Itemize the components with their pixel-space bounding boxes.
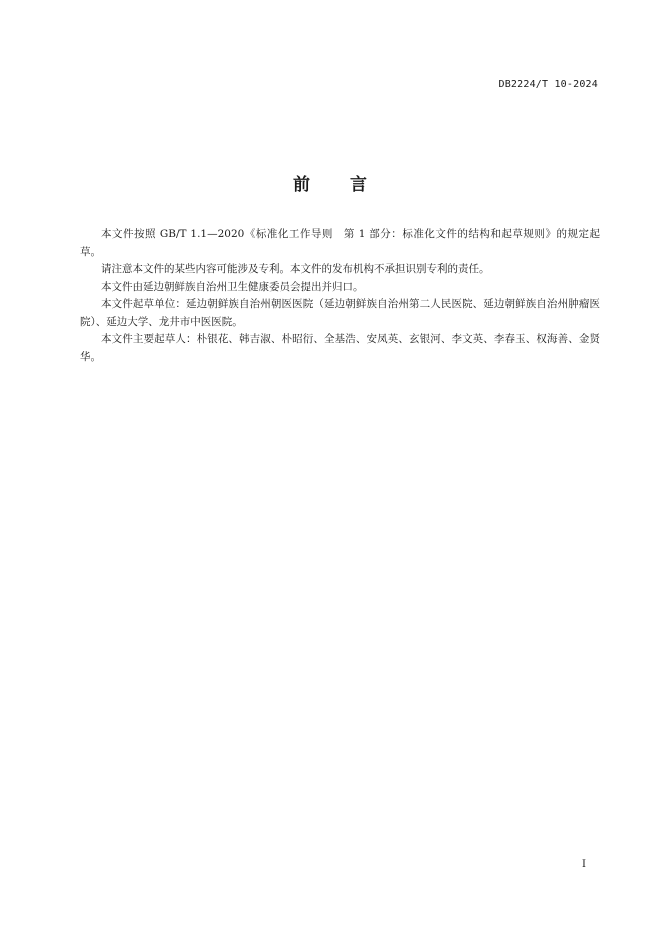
paragraph-patent-notice: 请注意本文件的某些内容可能涉及专利。本文件的发布机构不承担识别专利的责任。 <box>101 263 490 275</box>
paragraph-proposer: 本文件由延边朝鲜族自治州卫生健康委员会提出并归口。 <box>101 280 364 293</box>
paragraph-drafters: 本文件主要起草人：朴银花、韩吉淑、朴昭衍、全基浩、安凤英、玄银河、李文英、李春玉、权海善、金贤华。 <box>80 333 600 363</box>
page-number: I <box>582 859 586 870</box>
paragraph-drafting-units: 本文件起草单位：延边朝鲜族自治州朝医医院（延边朝鲜族自治州第二人民医院、延边朝鲜族自治州肿瘤医院）、延边大学、龙井市中医医院。 <box>80 298 600 328</box>
foreword-body <box>80 226 600 366</box>
paragraph-drafting-rules: 本文件按照 GB/T 1.1—2020《标准化工作导则 第 1 部分：标准化文件的结构和起草规则》的规定起草。 <box>80 228 600 258</box>
page-title: 前 言 <box>293 175 369 195</box>
document-code: DB2224/T 10-2024 <box>498 79 598 90</box>
